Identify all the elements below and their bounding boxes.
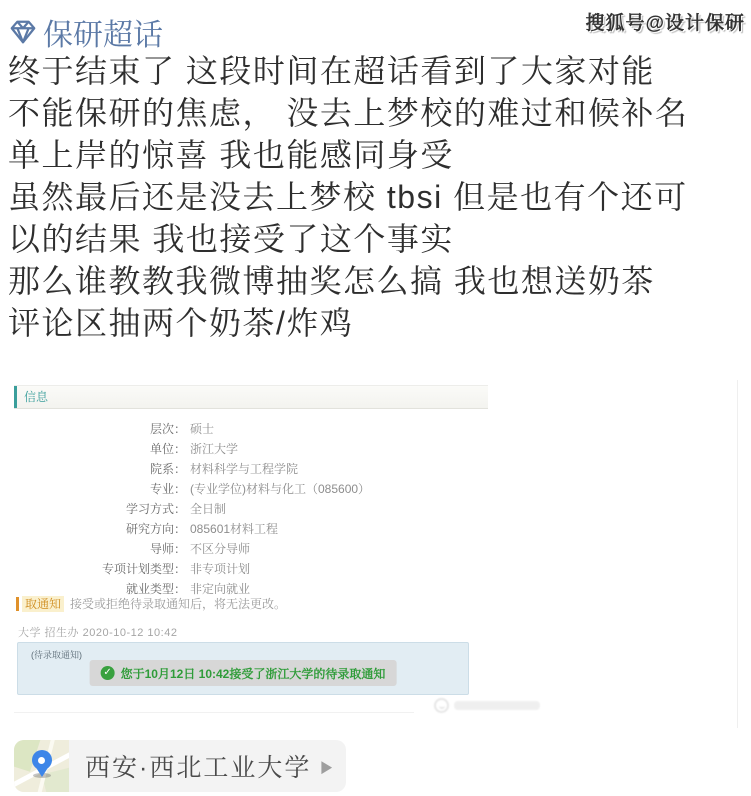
field-label: 层次： bbox=[149, 421, 186, 436]
accepted-status-banner bbox=[90, 660, 397, 686]
message-box-label: (待录取通知) bbox=[31, 650, 82, 660]
field-row bbox=[14, 538, 494, 558]
accepted-status-text: 您于10月12日 10:42接受了浙江大学的待录取通知 bbox=[120, 666, 386, 681]
weibo-logo-icon bbox=[434, 698, 449, 713]
field-row bbox=[14, 558, 494, 578]
section-accent-bar bbox=[14, 386, 17, 408]
field-value: 085601材料工程 bbox=[190, 521, 279, 536]
field-value: 非定向就业 bbox=[190, 581, 251, 596]
field-row bbox=[14, 418, 494, 438]
divider bbox=[14, 712, 414, 713]
field-value: 非专项计划 bbox=[190, 561, 251, 576]
field-value: 硕士 bbox=[190, 421, 215, 436]
field-row bbox=[14, 458, 494, 478]
field-label: 学习方式： bbox=[125, 501, 186, 516]
post-line: 那么谁教教我微博抽奖怎么搞 我也想送奶茶 bbox=[8, 263, 655, 299]
notice-text: 接受或拒绝待录取通知后，将无法更改。 bbox=[70, 597, 287, 611]
weibo-watermark-text-blur bbox=[454, 701, 540, 710]
location-name: 西安·西北工业大学 bbox=[85, 754, 312, 782]
supertopic-link[interactable] bbox=[8, 10, 163, 54]
field-row bbox=[14, 498, 494, 518]
notice-tag: 取通知 bbox=[22, 596, 64, 612]
location-tag[interactable] bbox=[14, 740, 346, 792]
field-value: 不区分导师 bbox=[190, 541, 251, 556]
supertopic-label: 保研超话 bbox=[43, 19, 163, 52]
post-line: 不能保研的焦虑， 没去上梦校的难过和候补名 bbox=[8, 95, 689, 131]
field-row bbox=[14, 438, 494, 458]
notice-accent-bar bbox=[16, 597, 19, 611]
sohu-account-watermark: 搜狐号@设计保研 bbox=[585, 13, 745, 34]
field-label: 专项计划类型： bbox=[101, 561, 186, 576]
location-pin-icon bbox=[32, 750, 52, 777]
notice-row bbox=[16, 595, 286, 612]
pending-admission-message-box bbox=[17, 642, 469, 695]
field-value: (专业学位)材料与化工（085600） bbox=[190, 481, 371, 496]
field-label: 就业类型： bbox=[125, 581, 186, 596]
supertopic-gem-icon bbox=[8, 17, 38, 47]
post-line: 单上岸的惊喜 我也能感同身受 bbox=[8, 137, 454, 173]
screenshot-section-header bbox=[14, 385, 488, 409]
weibo-watermark bbox=[434, 698, 540, 713]
field-label: 院系： bbox=[149, 461, 186, 476]
field-value: 全日制 bbox=[190, 501, 227, 516]
map-thumbnail bbox=[14, 740, 69, 792]
admission-fields bbox=[14, 418, 494, 598]
post-line: 评论区抽两个奶茶/炸鸡 bbox=[8, 305, 354, 341]
post-line: 终于结束了 这段时间在超话看到了大家对能 bbox=[8, 53, 655, 89]
field-value: 材料科学与工程学院 bbox=[190, 461, 299, 476]
field-label: 专业： bbox=[149, 481, 186, 496]
field-row bbox=[14, 518, 494, 538]
field-row bbox=[14, 478, 494, 498]
field-label: 研究方向： bbox=[125, 521, 186, 536]
chevron-right-icon: ▶ bbox=[321, 755, 333, 775]
field-label: 导师： bbox=[149, 541, 186, 556]
section-title: 信息 bbox=[24, 390, 49, 404]
post-line: 以的结果 我也接受了这个事实 bbox=[8, 221, 454, 257]
embedded-admission-screenshot[interactable] bbox=[14, 380, 738, 728]
check-icon: ✓ bbox=[101, 666, 115, 680]
field-label: 单位： bbox=[149, 441, 186, 456]
post-text bbox=[8, 50, 748, 344]
field-value: 浙江大学 bbox=[190, 441, 239, 456]
sender-timestamp: 大学 招生办 2020-10-12 10:42 bbox=[18, 627, 178, 639]
post-line: 虽然最后还是没去上梦校 tbsi 但是也有个还可 bbox=[8, 179, 688, 215]
